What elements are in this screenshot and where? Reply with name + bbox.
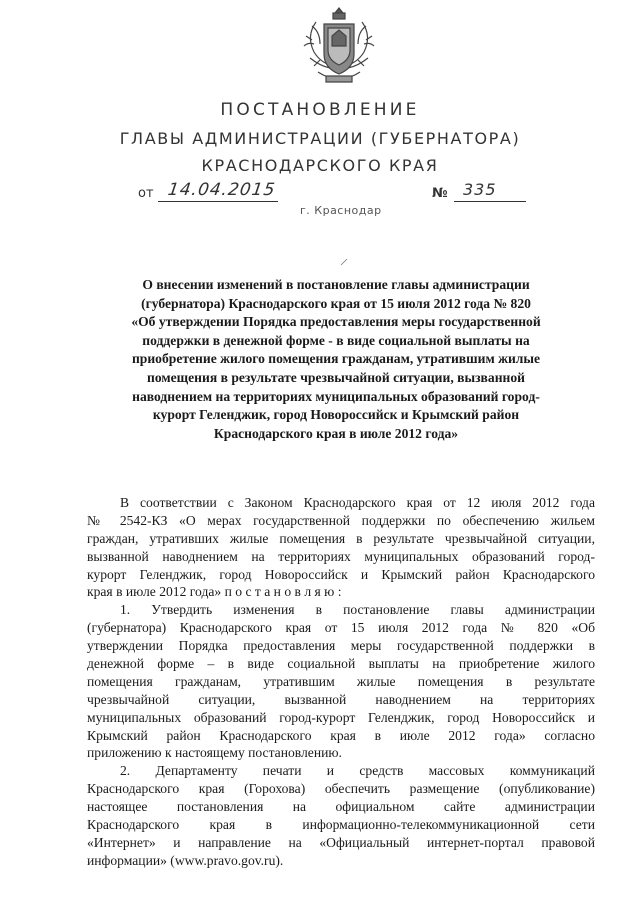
title-line: курорт Геленджик, город Новороссийск и Крымский район — [152, 407, 520, 423]
issuer-heading: ГЛАВЫ АДМИНИСТРАЦИИ (ГУБЕРНАТОРА) — [119, 129, 521, 148]
document-body — [87, 494, 595, 870]
body-line: информации» (www.pravo.gov.ru). — [87, 852, 284, 868]
title-line: поддержки в денежной форме - в виде социальной выплаты на — [142, 332, 530, 348]
body-line: 2. Департаменту печати и средств массовых коммуникаций — [120, 763, 595, 779]
coat-of-arms-icon — [302, 6, 376, 88]
title-line: (губернатора) Краснодарского края от 15 июля 2012 года № 820 — [141, 295, 531, 311]
body-line: муниципальных образований город-курорт Геленджик, город Новороссийск и — [87, 709, 595, 725]
title-line: помещения в результате чрезвычайной ситуации, вызванной — [146, 369, 525, 385]
body-line: чрезвычайной ситуации, вызванной наводнением на территориях — [87, 691, 595, 707]
paragraph-item-1 — [87, 601, 595, 762]
body-line: вызванной наводнением на территориях муниципальных образований город- — [87, 548, 595, 564]
doc-type-heading: ПОСТАНОВЛЕНИЕ — [220, 100, 420, 120]
body-line: Краснодарского края (Горохова) обеспечить размещение (опубликование) — [87, 781, 595, 797]
number-label: № — [432, 186, 448, 201]
body-line: помещения гражданам, утратившим жилые помещения в результате — [87, 673, 595, 689]
title-line: «Об утверждении Порядка предоставления меры государственной — [131, 314, 541, 330]
paragraph-preamble — [87, 494, 595, 601]
number-value: 335 — [463, 180, 497, 199]
date-value: 14.04.2015 — [166, 180, 277, 200]
body-line: курорт Геленджик, город Новороссийск и Крымский район Краснодарского — [87, 566, 595, 582]
body-line: настоящее постановления на официальном сайте администрации — [87, 799, 595, 815]
city-label: г. Краснодар — [300, 204, 382, 217]
document-title — [86, 276, 586, 443]
date-label: от — [138, 186, 154, 201]
body-line: Краснодарского края в информационно-телекоммуникационной сети — [87, 817, 595, 833]
body-line: утверждении Порядка предоставления меры государственной поддержки в — [87, 638, 595, 654]
title-line: О внесении изменений в постановление главы администрации — [142, 277, 530, 292]
number-underline — [454, 201, 526, 202]
body-line: денежной форме – в виде социальной выплаты на приобретение жилого — [87, 656, 595, 672]
paragraph-item-2 — [87, 762, 595, 869]
body-line: 1. Утвердить изменения в постановление главы администрации — [120, 602, 595, 618]
body-line: края в июле 2012 года» п о с т а н о в л я ю : — [87, 584, 342, 600]
body-line: «Интернет» и направление на «Официальный интернет-портал правовой — [87, 834, 595, 850]
title-line: наводнением на территориях муниципальных образований город- — [132, 388, 540, 404]
body-line: № 2542-КЗ «О мерах государственной поддержки по обеспечению жильем — [87, 512, 595, 528]
title-line: Краснодарского края в июле 2012 года» — [213, 425, 459, 441]
body-line: Крымский район Краснодарского края в июле 2012 года» согласно — [87, 727, 595, 743]
pen-mark-icon — [340, 258, 348, 266]
body-line: В соответствии с Законом Краснодарского края от 12 июля 2012 года — [120, 495, 595, 510]
region-heading: КРАСНОДАРСКОГО КРАЯ — [201, 156, 439, 175]
body-line: приложению к настоящему постановлению. — [87, 745, 342, 761]
body-line: граждан, утративших жилые помещения в результате чрезвычайной ситуации, — [87, 530, 595, 546]
title-line: приобретение жилого помещения гражданам, утратившим жилые — [131, 351, 541, 367]
date-underline — [158, 201, 278, 202]
body-line: (губернатора) Краснодарского края от 15 июля 2012 года № 820 «Об — [87, 620, 595, 636]
